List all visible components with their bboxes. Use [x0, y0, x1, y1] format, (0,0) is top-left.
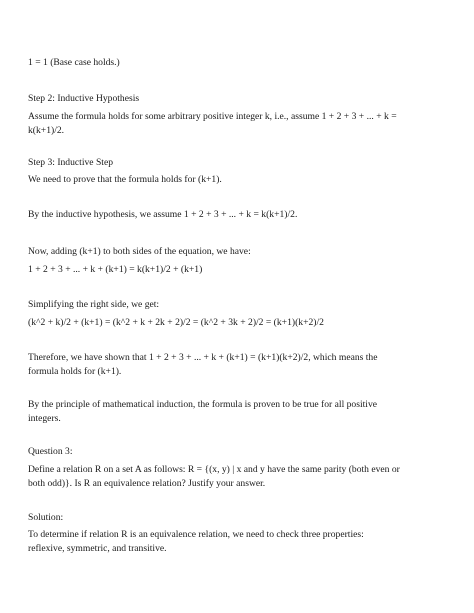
adding-text: Now, adding (k+1) to both sides of the equation, we have: — [28, 246, 251, 257]
principle-text-line-2: integers. — [28, 413, 61, 424]
step2-text-line-1: Assume the formula holds for some arbitrary positive integer k, i.e., assume 1 + 2 + 3 + ... + k = — [28, 111, 397, 122]
adding-equation: 1 + 2 + 3 + ... + k + (k+1) = k(k+1)/2 + (k+1) — [28, 264, 203, 275]
base-case-line: 1 = 1 (Base case holds.) — [28, 57, 120, 68]
therefore-text-line-2: formula holds for (k+1). — [28, 366, 122, 377]
question3-heading: Question 3: — [28, 446, 73, 457]
question3-text-line-2: both odd)}. Is R an equivalence relation? Justify your answer. — [28, 478, 266, 489]
solution-heading: Solution: — [28, 512, 64, 523]
principle-text-line-1: By the principle of mathematical induction, the formula is proven to be true for all positive — [28, 399, 378, 410]
question3-text-line-1: Define a relation R on a set A as follows: R = {(x, y) | x and y have the same parity (both even or — [28, 464, 400, 475]
solution-text-line-2: reflexive, symmetric, and transitive. — [28, 543, 167, 554]
simplify-equation: (k^2 + k)/2 + (k+1) = (k^2 + k + 2k + 2)/2 = (k^2 + 3k + 2)/2 = (k+1)(k+2)/2 — [28, 317, 324, 328]
step2-text-line-2: k(k+1)/2. — [28, 125, 65, 136]
therefore-text-line-1: Therefore, we have shown that 1 + 2 + 3 + ... + k + (k+1) = (k+1)(k+2)/2, which means the — [28, 352, 378, 363]
step2-heading: Step 2: Inductive Hypothesis — [28, 93, 140, 104]
simplify-text: Simplifying the right side, we get: — [28, 299, 160, 310]
hypothesis-text: By the inductive hypothesis, we assume 1 + 2 + 3 + ... + k = k(k+1)/2. — [28, 209, 298, 220]
step3-heading: Step 3: Inductive Step — [28, 157, 113, 168]
step3-text: We need to prove that the formula holds for (k+1). — [28, 174, 222, 185]
solution-text-line-1: To determine if relation R is an equivalence relation, we need to check three properties: — [28, 529, 364, 540]
